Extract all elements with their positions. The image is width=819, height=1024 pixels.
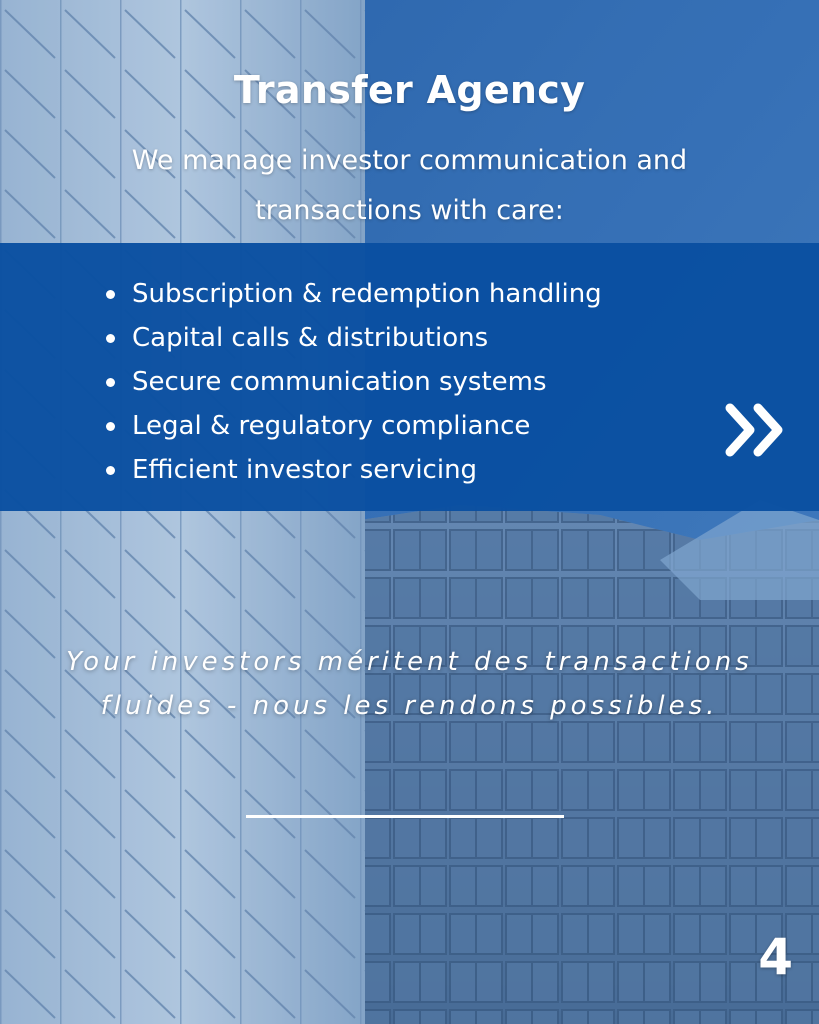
list-item: Secure communication systems	[104, 360, 602, 404]
divider-line	[246, 815, 564, 818]
quote-text: Your investors méritent des transactions fluides - nous les rendons possibles.	[66, 647, 753, 721]
list-item: Subscription & redemption handling	[104, 272, 602, 316]
list-item: Capital calls & distributions	[104, 316, 602, 360]
double-chevron-right-icon[interactable]	[722, 398, 788, 462]
page-title: Transfer Agency	[233, 68, 586, 112]
page-number: 4	[758, 928, 793, 986]
intro-text: We manage investor communication and transactions with care:	[131, 145, 688, 226]
services-list	[104, 272, 602, 492]
list-item: Efficient investor servicing	[104, 448, 602, 492]
list-item: Legal & regulatory compliance	[104, 404, 602, 448]
